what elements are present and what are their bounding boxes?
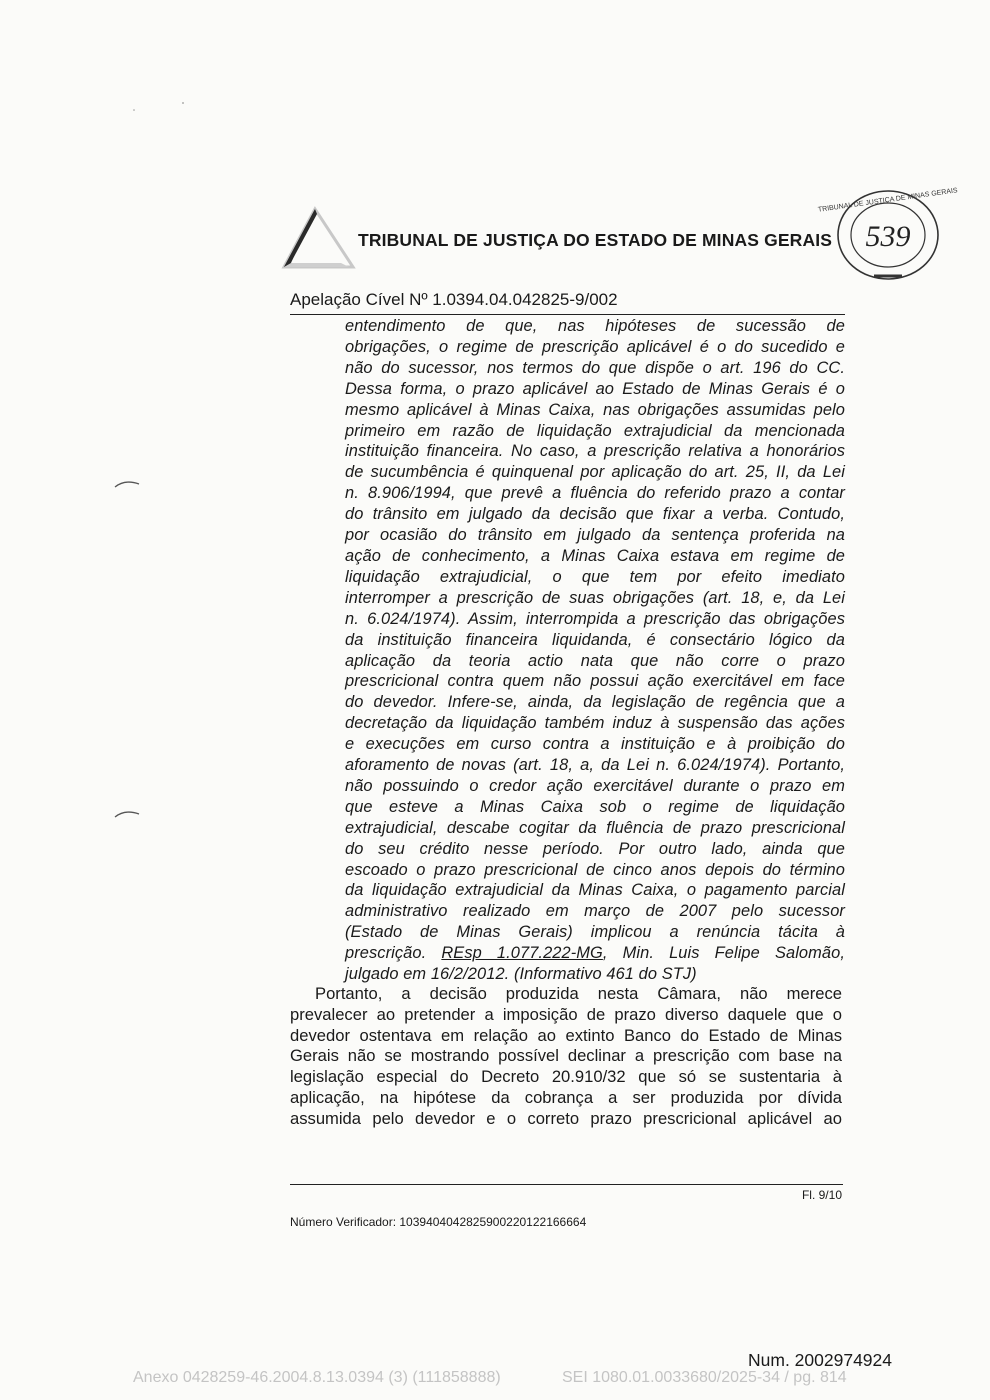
footer-rule [290, 1184, 843, 1185]
quote-line: liquidação extrajudicial, o que tem por efeito imediato [345, 567, 845, 586]
scan-speck-icon [130, 100, 190, 114]
quote-line: que esteve a Minas Caixa sob o regime de liquidação [345, 797, 845, 816]
quote-line: interromper a prescrição de suas obrigações (art. 18, e, da Lei [345, 588, 845, 607]
citation-link: REsp 1.077.222-MG [441, 944, 603, 963]
quote-line: do seu crédito nesse período. Por outro lado, ainda que [345, 839, 845, 858]
quoted-precedent [345, 316, 845, 985]
quote-line-citation [345, 943, 845, 964]
quote-line: não possuindo o credor ação exercitável durante o prazo em [345, 776, 845, 795]
quote-line: e execuções em curso contra a instituição e à proibição do [345, 735, 845, 754]
quote-line: escoado o prazo prescricional de cinco anos depois do término [345, 860, 845, 879]
quote-line: aforamento de novas (art. 18, a, da Lei n. 6.024/1974). Portanto, [345, 756, 845, 775]
citation-suffix: , Min. Luis Felipe Salomão, [602, 944, 845, 963]
quote-line: administrativo realizado em março de 2007 pelo sucessor [345, 902, 845, 921]
quote-line: primeiro em razão de liquidação extrajudicial da mencionada [345, 421, 845, 440]
document-number: Num. 2002974924 [748, 1350, 892, 1370]
quote-line: da instituição financeira liquidanda, é consectário lógico da [345, 630, 845, 649]
quote-line: da liquidação extrajudicial da Minas Caixa, o pagamento parcial [345, 881, 845, 900]
quote-line: instituição financeira. No caso, a prescrição relativa a honorários [345, 442, 845, 461]
court-logo-icon [281, 205, 355, 271]
quote-line: por ocasião do trânsito em julgado da sentença proferida na [345, 526, 845, 545]
verifier-number: Número Verificador: 1039404042825900220122166664 [290, 1215, 587, 1229]
quote-line: de sucumbência é quinquenal por aplicação do art. 25, II, da Lei [345, 463, 845, 482]
quote-line: extrajudicial, descabe cogitar da fluência de prazo prescricional [345, 818, 845, 837]
body-line: Portanto, a decisão produzida nesta Câmara, não merece [315, 984, 842, 1003]
header-rule [290, 314, 845, 315]
body-line: Gerais não se mostrando possível declinar a prescrição com base na [290, 1046, 842, 1066]
court-seal-icon [817, 186, 959, 284]
body-paragraph [290, 984, 842, 1130]
seal-number: 539 [865, 220, 911, 253]
quote-line: (Estado de Minas Gerais) implicou a renúncia tácita à [345, 923, 845, 942]
quote-line: obrigações, o regime de prescrição aplicável é o do sucedido e [345, 337, 845, 356]
footer-sei: SEI 1080.01.0033680/2025-34 / pg. 814 [562, 1369, 847, 1386]
quote-line: n. 8.906/1994, que prevê a fluência do referido prazo a contar [345, 484, 845, 503]
quote-line: mesmo aplicável à Minas Caixa, nas obrigações assumidas pelo [345, 400, 845, 419]
seal-text: TRIBUNAL DE JUSTIÇA DE MINAS GERAIS [817, 187, 959, 214]
punch-hole-mark-icon [113, 478, 143, 490]
page-label: Fl. 9/10 [801, 1188, 842, 1202]
quote-line: do devedor. Infere-se, ainda, da legislação de regência que a [345, 693, 845, 712]
quote-line: julgado em 16/2/2012. (Informativo 461 do STJ) [345, 965, 697, 984]
body-line: assumida pelo devedor e o correto prazo prescricional aplicável ao [290, 1108, 842, 1128]
quote-line: Dessa forma, o prazo aplicável ao Estado de Minas Gerais é o [345, 379, 845, 398]
quote-line: decretação da liquidação também induz à suspensão das ações [345, 714, 845, 733]
quote-line: aplicação da teoria actio nata que não corre o prazo [345, 651, 845, 670]
punch-hole-mark-icon [113, 808, 143, 820]
footer-annex: Anexo 0428259-46.2004.8.13.0394 (3) (111858888) [133, 1369, 501, 1386]
citation-prefix: prescrição. [345, 944, 442, 963]
quote-line: do trânsito em julgado da decisão que fixar a verba. Contudo, [345, 505, 845, 524]
body-line: legislação especial do Decreto 20.910/32 que só se sustentaria à [290, 1067, 842, 1087]
body-line: prevalecer ao pretender a imposição de prazo diverso daquele que o [290, 1004, 842, 1024]
case-number: Apelação Cível Nº 1.0394.04.042825-9/002 [290, 290, 618, 309]
quote-line: n. 6.024/1974). Assim, interrompida a prescrição das obrigações [345, 609, 845, 628]
quote-line: não do sucessor, nos termos do que dispõe o art. 196 do CC. [345, 358, 845, 377]
quote-line: prescricional contra quem não possui ação exercitável em face [345, 672, 845, 691]
body-line: devedor ostentava em relação ao extinto Banco do Estado de Minas [290, 1025, 842, 1045]
body-line: aplicação, na hipótese da cobrança a ser produzida por dívida [290, 1087, 842, 1107]
quote-line: entendimento de que, nas hipóteses de sucessão de [345, 317, 845, 335]
court-name: TRIBUNAL DE JUSTIÇA DO ESTADO DE MINAS GERAIS [358, 230, 833, 250]
quote-line: ação de conhecimento, a Minas Caixa estava em regime de [345, 546, 845, 565]
